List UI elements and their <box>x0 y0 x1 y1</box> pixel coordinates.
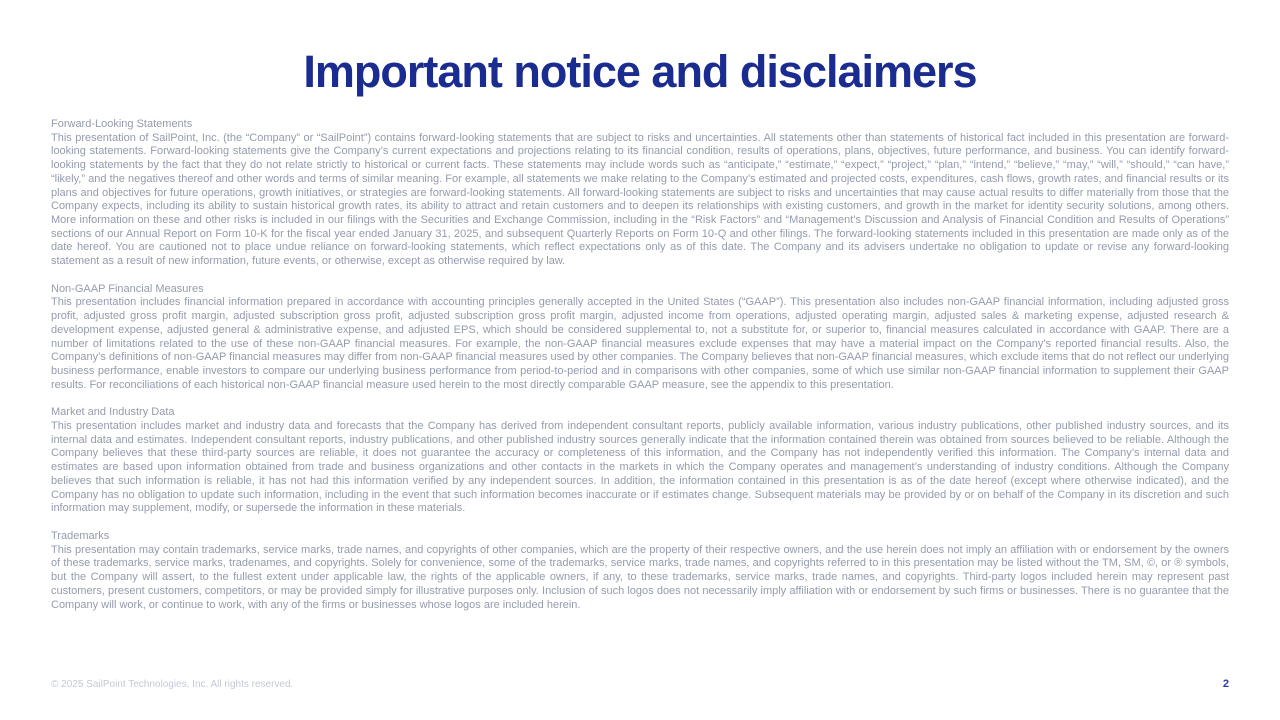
section-non-gaap-financial-measures <box>51 283 1229 393</box>
copyright-text: © 2025 SailPoint Technologies, Inc. All rights reserved. <box>51 679 294 690</box>
section-market-and-industry-data <box>51 406 1229 516</box>
section-body: This presentation may contain trademarks, service marks, trade names, and copyrights of other companies, which are the property of their respective owners, and the use herein does not imply an affiliation with or endorsement by the owners of these trademarks, service marks, tradenames, and copyrights. Solely for convenience, some of the trademarks, service marks, trade names, and copyrights referred to in this presentation may be listed without the TM, SM, ©, or ® symbols, but the Company will assert, to the fullest extent under applicable law, the rights of the applicable owners, if any, to these trademarks, service marks, trade names, and copyrights. Third-party logos included herein may represent past customers, present customers, competitors, or may be provided simply for illustrative purposes only. Inclusion of such logos does not necessarily imply affiliation with or endorsement by such firms or businesses. There is no guarantee that the Company will work, or continue to work, with any of the firms or businesses whose logos are included herein. <box>51 543 1229 611</box>
section-trademarks <box>51 530 1229 612</box>
slide-content <box>0 98 1280 612</box>
page-number: 2 <box>1222 678 1229 690</box>
slide-footer <box>51 678 1229 690</box>
section-heading: Market and Industry Data <box>51 406 175 419</box>
section-heading: Non-GAAP Financial Measures <box>51 282 204 295</box>
section-body: This presentation includes market and industry data and forecasts that the Company has derived from independent consultant reports, publicly available information, various industry publications, other published industry sources, and its internal data and estimates. Independent consultant reports, industry publications, and other published industry sources generally indicate that the information contained therein was obtained from sources believed to be reliable. Although the Company believes that these third-party sources are reliable, it does not guarantee the accuracy or completeness of this information, and the Company has not independently verified this information. The Company’s internal data and estimates are based upon information obtained from trade and business organizations and other contacts in the markets in which the Company operates and management’s understanding of industry conditions. Although the Company believes that such information is reliable, it has not had this information verified by any independent sources. In addition, the information contained in this presentation is as of the date hereof (except where otherwise indicated), and the Company has no obligation to update such information, including in the event that such information becomes inaccurate or if estimates change. Subsequent materials may be provided by or on behalf of the Company in its discretion and such information may supplement, modify, or supersede the information in these materials. <box>51 420 1229 515</box>
section-heading: Forward-Looking Statements <box>51 118 193 130</box>
slide-title: Important notice and disclaimers <box>303 46 977 97</box>
section-forward-looking-statements <box>51 118 1229 269</box>
section-body: This presentation of SailPoint, Inc. (the “Company” or “SailPoint”) contains forward-looking statements that are subject to risks and uncertainties. All statements other than statements of historical fact included in this presentation are forward-looking statements. Forward-looking statements give the Company’s current expectations and projections relating to its financial condition, results of operations, plans, objectives, future performance, and business. You can identify forward-looking statements by the fact that they do not relate strictly to historical or current facts. These statements may include words such as “anticipate,” “estimate,” “expect,” “project,” “plan,” “intend,” “believe,” “may,” “will,” “should,” “can have,” “likely,” and the negatives thereof and other words and terms of similar meaning. For example, all statements we make relating to the Company’s estimated and projected costs, expenditures, cash flows, growth rates, and financial results or its plans and objectives for future operations, growth initiatives, or strategies are forward-looking statements. All forward-looking statements are subject to risks and uncertainties that may cause actual results to differ materially from those that the Company expects, including its ability to sustain historical growth rates, its ability to attract and retain customers and to deepen its relationships with existing customers, and growth in the market for identity security solutions, among others. More information on these and other risks is included in our filings with the Securities and Exchange Commission, including in the “Risk Factors” and “Management’s Discussion and Analysis of Financial Condition and Results of Operations” sections of our Annual Report on Form 10-K for the fiscal year ended January 31, 2025, and subsequent Quarterly Reports on Form 10-Q and other filings. The forward-looking statements included in this presentation are made only as of the date hereof. You are cautioned not to place undue reliance on forward-looking statements, which reflect expectations only as of this date. The Company and its advisers undertake no obligation to update or revise any forward-looking statement as a result of new information, future events, or otherwise, except as otherwise required by law. <box>51 131 1229 268</box>
section-heading: Trademarks <box>51 529 110 542</box>
section-body: This presentation includes financial information prepared in accordance with accounting principles generally accepted in the United States (“GAAP”). This presentation also includes non-GAAP financial information, including adjusted gross profit, adjusted gross profit margin, adjusted subscription gross profit, adjusted subscription gross profit margin, adjusted income from operations, adjusted operating margin, adjusted sales & marketing expense, adjusted research & development expense, adjusted general & administrative expense, and adjusted EPS, which should be considered supplemental to, not a substitute for, or superior to, financial measures calculated in accordance with GAAP. There are a number of limitations related to the use of these non-GAAP financial measures. For example, the non-GAAP financial measures exclude expenses that may have a material impact on the Company’s reported financial results. Also, the Company’s definitions of non-GAAP financial measures may differ from non-GAAP financial measures used by other companies. The Company believes that non-GAAP financial measures, which exclude items that do not reflect our underlying business performance, enable investors to compare our underlying business performance from period-to-period and in comparisons with other companies, some of which use similar non-GAAP financial information to supplement their GAAP results. For reconciliations of each historical non-GAAP financial measure used herein to the most directly comparable GAAP measure, see the appendix to this presentation. <box>51 296 1229 391</box>
